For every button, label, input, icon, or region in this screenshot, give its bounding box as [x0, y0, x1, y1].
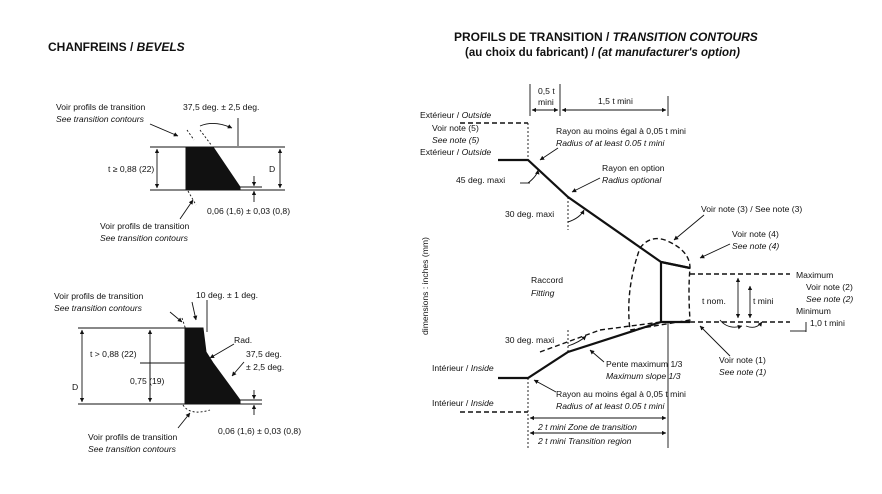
radius2-fr: Rayon au moins égal à 0,05 t mini: [556, 389, 686, 399]
maximum-label: Maximum: [796, 270, 834, 280]
top-bevel-d: D: [269, 164, 276, 174]
bottom-bevel-d: D: [72, 382, 79, 392]
inside-1: Intérieur / Inside: [432, 363, 494, 373]
slope-en: Maximum slope 1/3: [606, 371, 681, 381]
bottom-bevel-profile: [185, 328, 240, 404]
ext-outside-1: Extérieur / Outside: [420, 110, 492, 120]
bottom-bevel-figure: [54, 290, 301, 454]
note5-fr: Voir note (5): [432, 123, 479, 133]
top-bevel-see-en-b: See transition contours: [100, 233, 188, 243]
radius-en: Radius of at least 0.05 t mini: [556, 138, 665, 148]
bottom-bevel-land: 0,75 (19): [130, 376, 165, 386]
top-bevel-figure: [56, 102, 290, 243]
slope-fr: Pente maximum 1/3: [606, 359, 683, 369]
fitting-outline: [629, 239, 690, 330]
note4-fr: Voir note (4): [732, 229, 779, 239]
radius-fr: Rayon au moins égal à 0,05 t mini: [556, 126, 686, 136]
bottom-bevel-root-face: 0,06 (1,6) ± 0,03 (0,8): [218, 426, 302, 436]
bottom-bevel-see-en: See transition contours: [54, 303, 142, 313]
bottom-bevel-angle2-b: ± 2,5 deg.: [246, 362, 285, 372]
zone-en: 2 t mini Transition region: [538, 436, 632, 446]
top-bevel-angle: 37,5 deg. ± 2,5 deg.: [183, 102, 260, 112]
transition-contours-figure: [420, 84, 853, 448]
top-bevel-see-fr: Voir profils de transition: [56, 102, 146, 112]
zone-fr: 2 t mini Zone de transition: [538, 422, 637, 432]
deg30-bottom-label: 30 deg. maxi: [505, 335, 555, 345]
note1-fr: Voir note (1): [719, 355, 766, 365]
dimensions-units: dimensions : inches (mm): [420, 237, 430, 335]
deg45-label: 45 deg. maxi: [456, 175, 506, 185]
manufacturer-option-heading: (au choix du fabricant) / (at manufacturer's option): [465, 47, 740, 59]
top-bevel-thickness: t ≥ 0,88 (22): [108, 164, 155, 174]
radius-opt-en: Radius optional: [602, 175, 662, 185]
transition-heading: PROFILS DE TRANSITION / TRANSITION CONTOURS: [454, 30, 758, 44]
top-bevel-profile: [186, 147, 240, 190]
bottom-bevel-angle-top: 10 deg. ± 1 deg.: [196, 290, 259, 300]
inner-contour-line: [498, 322, 690, 378]
bottom-bevel-angle2-a: 37,5 deg.: [246, 349, 282, 359]
bottom-bevel-see-en-b: See transition contours: [88, 444, 176, 454]
fitting-fr: Raccord: [531, 275, 563, 285]
t-mini-label: t mini: [753, 296, 774, 306]
note3-label: Voir note (3) / See note (3): [701, 204, 803, 214]
t-nom-label: t nom.: [702, 296, 726, 306]
inside-2: Intérieur / Inside: [432, 398, 494, 408]
bottom-bevel-rad: Rad.: [234, 335, 253, 345]
note2-fr: Voir note (2): [806, 282, 853, 292]
radius2-en: Radius of at least 0.05 t mini: [556, 401, 665, 411]
top-bevel-see-fr-b: Voir profils de transition: [100, 221, 190, 231]
top-bevel-root-face: 0,06 (1,6) ± 0,03 (0,8): [207, 206, 291, 216]
bottom-bevel-see-fr-b: Voir profils de transition: [88, 432, 178, 442]
dim-15t: 1,5 t mini: [598, 96, 633, 106]
dim-05t-a: 0,5 t: [538, 86, 555, 96]
bottom-bevel-see-fr: Voir profils de transition: [54, 291, 144, 301]
minimum-label: Minimum: [796, 306, 831, 316]
bevels-heading: CHANFREINS / BEVELS: [48, 40, 185, 54]
deg30-top-label: 30 deg. maxi: [505, 209, 555, 219]
note5-en: See note (5): [432, 135, 480, 145]
top-bevel-see-en: See transition contours: [56, 114, 144, 124]
ext-outside-2: Extérieur / Outside: [420, 147, 492, 157]
note2-en: See note (2): [806, 294, 854, 304]
radius-opt-fr: Rayon en option: [602, 163, 665, 173]
dim-05t-b: mini: [538, 97, 554, 107]
fitting-en: Fitting: [531, 288, 555, 298]
note1-en: See note (1): [719, 367, 767, 377]
one-t-mini: 1,0 t mini: [810, 318, 845, 328]
note4-en: See note (4): [732, 241, 780, 251]
bottom-bevel-thickness: t > 0,88 (22): [90, 349, 137, 359]
